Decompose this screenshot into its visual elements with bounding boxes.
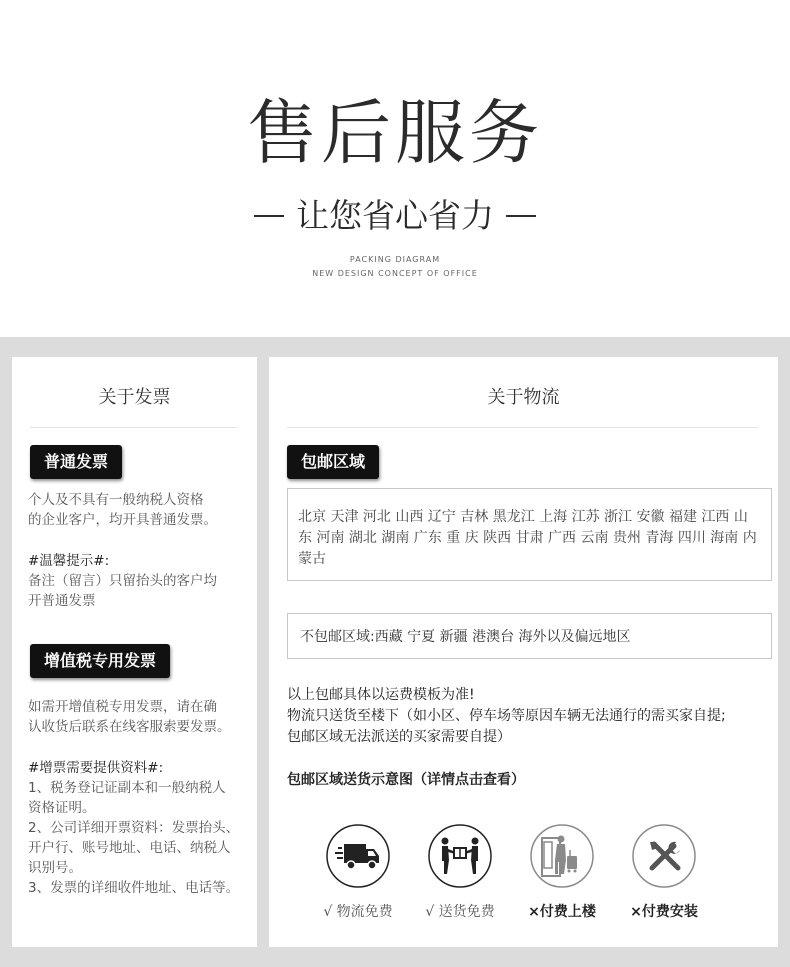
service-label-upstairs: ×付费上楼 [528, 904, 596, 920]
hero-en-line2: NEW DESIGN CONCEPT OF OFFICE [312, 269, 478, 278]
page-subtitle [0, 194, 790, 238]
tools-icon [632, 824, 696, 888]
tip-title: #温馨提示#: [28, 553, 110, 569]
excluded-regions-text: 不包邮区域:西藏 宁夏 新疆 港澳台 海外以及偏远地区 [300, 629, 631, 645]
logistics-panel-title: 关于物流 [487, 387, 560, 408]
invoice-divider [30, 427, 237, 428]
service-label-install: ×付费安装 [630, 904, 698, 920]
page-title: 售后服务 [247, 92, 543, 174]
subtitle-text: 让您省心省力 [296, 196, 494, 235]
vat-invoice-badge: 增值税专用发票 [30, 644, 170, 678]
service-label-logistics: √ 物流免费 [323, 904, 393, 920]
invoice-panel [12, 357, 257, 947]
service-label-delivery: √ 送货免费 [425, 904, 495, 920]
delivery-diagram-link[interactable]: 包邮区域送货示意图（详情点击查看） [287, 772, 525, 788]
logistics-panel [269, 357, 778, 947]
vat-req-title: #增票需要提供资料#: [28, 760, 164, 776]
package-handover-icon [428, 824, 492, 888]
free-shipping-badge: 包邮区域 [287, 445, 379, 479]
tip-desc: 备注（留言）只留抬头的客户均 开普通发票 [28, 573, 217, 609]
excluded-regions-box [287, 613, 772, 659]
vat-req-desc: 1、税务登记证副本和一般纳税人 资格证明。 2、公司详细开票资料：发票抬头、 开户行、账号地址、电话、纳税人 识别号。 3、发票的详细收件地址、电话等。 [28, 780, 240, 896]
normal-invoice-desc: 个人及不具有一般纳税人资格 的企业客户，均开具普通发票。 [28, 492, 217, 528]
hero-banner [0, 0, 790, 337]
hero-en-line1: PACKING DIAGRAM [349, 255, 441, 264]
logistics-divider [287, 427, 758, 428]
subtitle-dash-left [254, 215, 284, 217]
luggage-porter-icon [530, 824, 594, 888]
vat-invoice-desc: 如需开增值税专用发票，请在确 认收货后联系在线客服索要发票。 [28, 699, 231, 735]
subtitle-dash-right [506, 215, 536, 217]
shipping-notes: 以上包邮具体以运费模板为准! 物流只送货至楼下（如小区、停车场等原因车辆无法通行的需买家自提; 包邮区域无法派送的买家需要自提） [287, 687, 726, 745]
free-regions-box [287, 488, 772, 581]
delivery-truck-icon [326, 824, 390, 888]
normal-invoice-badge: 普通发票 [30, 445, 122, 479]
invoice-panel-title: 关于发票 [98, 387, 171, 408]
free-regions-list: 北京 天津 河北 山西 辽宁 吉林 黑龙江 上海 江苏 浙江 安徽 福建 江西 山东 河南 湖北 湖南 广东 重 庆 陕西 甘肃 广西 云南 贵州 青海 四川 海南 内蒙古 [298, 509, 757, 567]
